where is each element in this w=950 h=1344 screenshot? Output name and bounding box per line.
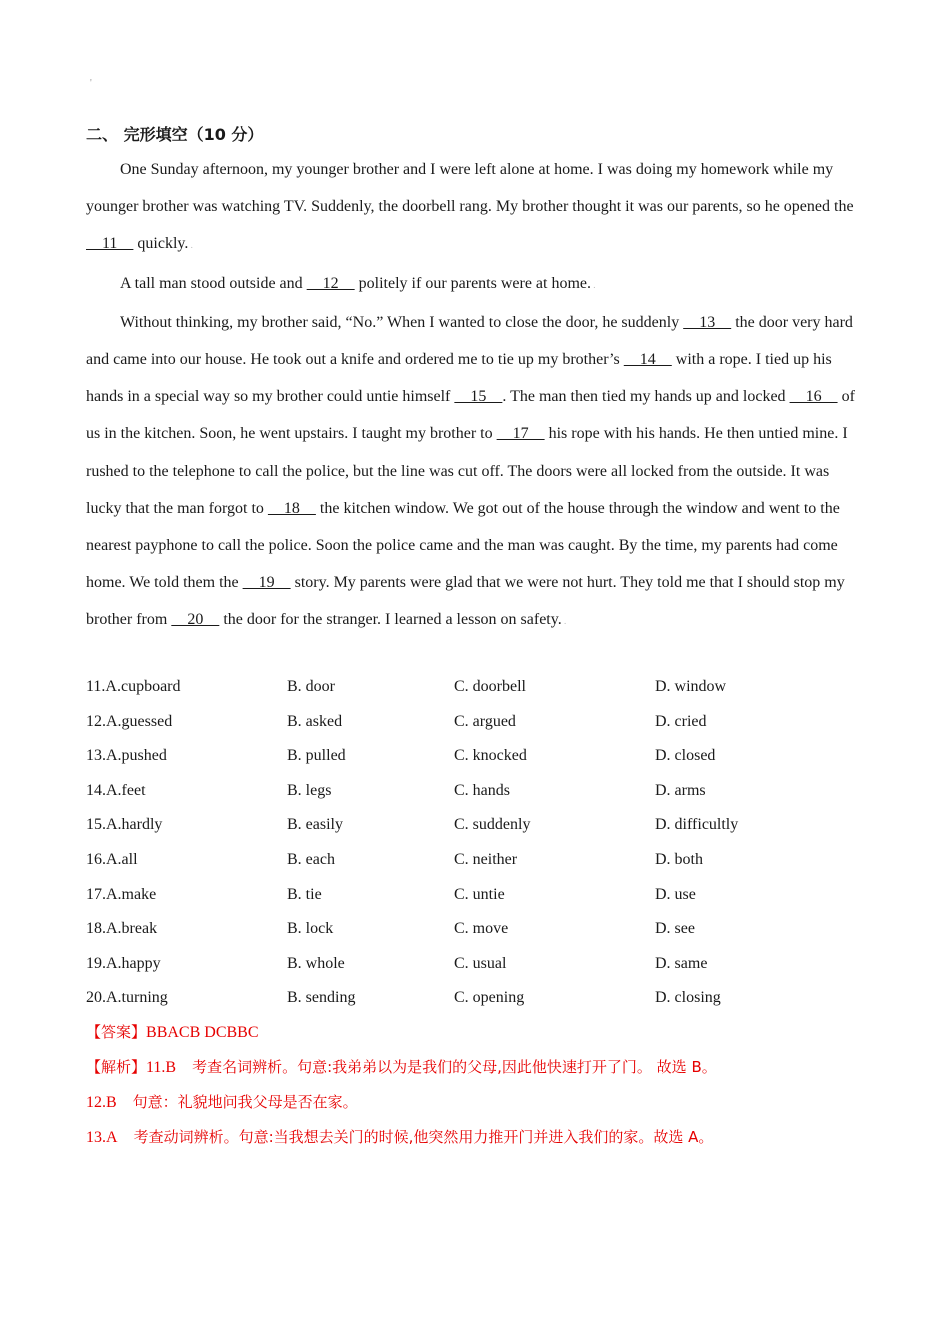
option-b: B. easily <box>287 816 343 834</box>
option-c: C. knocked <box>454 747 527 765</box>
blank-14: 14 <box>623 351 672 369</box>
option-b: B. each <box>287 850 335 868</box>
question-row <box>86 843 866 878</box>
option-b: B. asked <box>287 712 343 730</box>
option-c: C. suddenly <box>454 816 531 834</box>
option-a: 13.A.pushed <box>86 747 167 765</box>
analysis-number: 12.B <box>86 1094 117 1111</box>
option-d: D. difficultly <box>655 816 739 834</box>
page-mark: ' <box>90 78 92 89</box>
option-d: D. both <box>655 850 703 868</box>
option-c: C. untie <box>454 885 505 903</box>
passage-text: One Sunday afternoon, my younger brother and I were left alone at home. I was doing my homework while my younger brother was watching TV. Suddenly, the doorbell rang. My brother thought it was our parents, so he opened the <box>86 161 854 216</box>
option-a: 15.A.hardly <box>86 816 163 834</box>
option-c: C. doorbell <box>454 678 526 695</box>
paragraph-mark-icon: . <box>591 279 596 290</box>
option-b: B. door <box>287 678 335 695</box>
passage-text: the door very hard and came into our house. He took out a knife and ordered me to tie up my brother’s <box>86 313 853 369</box>
option-a: 11.A.cupboard <box>86 678 181 695</box>
cloze-passage <box>86 151 866 641</box>
section-title: 二、 完形填空（10 分） <box>86 125 264 144</box>
blank-15: 15 <box>454 388 503 406</box>
question-row <box>86 981 866 1016</box>
question-row <box>86 912 866 947</box>
option-d: D. same <box>655 954 708 972</box>
option-b: B. legs <box>287 781 332 799</box>
passage-text: Without thinking, my brother said, “No.” When I wanted to close the door, he suddenly <box>120 313 684 331</box>
analysis-line-11 <box>86 1050 866 1085</box>
option-a: 14.A.feet <box>86 781 146 799</box>
option-a: 19.A.happy <box>86 954 161 972</box>
option-b: B. pulled <box>287 747 346 765</box>
option-d: D. arms <box>655 781 706 799</box>
option-a: 12.A.guessed <box>86 712 173 730</box>
blank-12: 12 <box>306 274 355 292</box>
analysis-number: 11.B <box>146 1059 177 1076</box>
paragraph-1 <box>86 151 866 265</box>
option-a: 17.A.make <box>86 885 157 903</box>
question-row <box>86 774 866 809</box>
options-list <box>86 670 866 1016</box>
analysis-number: 13.A <box>86 1129 118 1146</box>
blank-18: 18 <box>267 499 316 517</box>
answer-value: BBACB DCBBC <box>146 1024 259 1041</box>
analysis-text: 考查动词辨析。句意:当我想去关门的时候,他突然用力推开门并进入我们的家。故选 A。 <box>133 1128 714 1146</box>
passage-text: story. My parents were glad that we were not hurt. They told me that I should stop my brother from <box>86 574 845 629</box>
answer-label: 【答案】 <box>86 1023 147 1041</box>
answer-line <box>86 1015 866 1050</box>
option-a: 16.A.all <box>86 850 138 868</box>
question-row <box>86 705 866 740</box>
option-b: B. lock <box>287 920 334 938</box>
option-d: D. cried <box>655 712 707 730</box>
option-c: C. neither <box>454 850 518 868</box>
analysis-text: 考查名词辨析。句意:我弟弟以为是我们的父母,因此他快速打开了门。 故选 B。 <box>192 1058 717 1076</box>
question-row <box>86 739 866 774</box>
option-b: B. whole <box>287 954 345 972</box>
answer-section <box>86 1015 866 1155</box>
paragraph-3 <box>86 304 866 641</box>
paragraph-2 <box>86 265 866 304</box>
analysis-line-12 <box>86 1085 866 1120</box>
passage-text: A tall man stood outside and <box>120 274 307 292</box>
blank-19: 19 <box>242 574 291 592</box>
question-row <box>86 947 866 982</box>
paragraph-mark-icon: . <box>188 240 193 251</box>
analysis-label: 【解析】 <box>86 1058 147 1076</box>
option-b: B. tie <box>287 885 322 903</box>
option-c: C. opening <box>454 989 525 1007</box>
option-d: D. see <box>655 920 695 938</box>
option-c: C. move <box>454 920 509 938</box>
option-a: 18.A.break <box>86 920 158 938</box>
blank-17: 17 <box>496 425 545 443</box>
passage-text: the door for the stranger. I learned a lesson on safety. <box>219 611 562 629</box>
option-b: B. sending <box>287 989 356 1007</box>
passage-text: quickly. <box>133 235 189 253</box>
question-row <box>86 808 866 843</box>
blank-13: 13 <box>683 313 732 331</box>
option-d: D. closing <box>655 989 721 1007</box>
paragraph-mark-icon: . <box>561 616 567 627</box>
analysis-line-13 <box>86 1120 866 1155</box>
option-c: C. argued <box>454 712 516 730</box>
question-row <box>86 670 866 705</box>
passage-text: the kitchen window. We got out of the house through the window and went to the nearest payphone to call the police. Soon the police came and the man was caught. By the time, my parents had come home. We told them the <box>86 499 840 592</box>
passage-text: politely if our parents were at home. <box>354 274 592 292</box>
analysis-text: 句意：礼貌地问我父母是否在家。 <box>132 1093 358 1111</box>
option-d: D. closed <box>655 747 716 765</box>
question-row <box>86 878 866 913</box>
blank-20: 20 <box>171 611 220 629</box>
option-d: D. use <box>655 885 696 903</box>
passage-text: . The man then tied my hands up and locked <box>502 388 790 406</box>
blank-11: 11 <box>86 235 134 253</box>
option-c: C. hands <box>454 781 510 799</box>
option-c: C. usual <box>454 954 507 972</box>
passage-text: with a rope. I tied up his hands in a special way so my brother could untie himself <box>86 351 832 406</box>
blank-16: 16 <box>789 388 838 406</box>
passage-text: of us in the kitchen. Soon, he went upstairs. I taught my brother to <box>86 388 855 443</box>
option-a: 20.A.turning <box>86 989 168 1007</box>
option-d: D. window <box>655 678 727 695</box>
passage-text: his rope with his hands. He then untied mine. I rushed to the telephone to call the police, but the line was cut off. The doors were all locked from the outside. It was lucky that the man forgot to <box>86 425 848 517</box>
